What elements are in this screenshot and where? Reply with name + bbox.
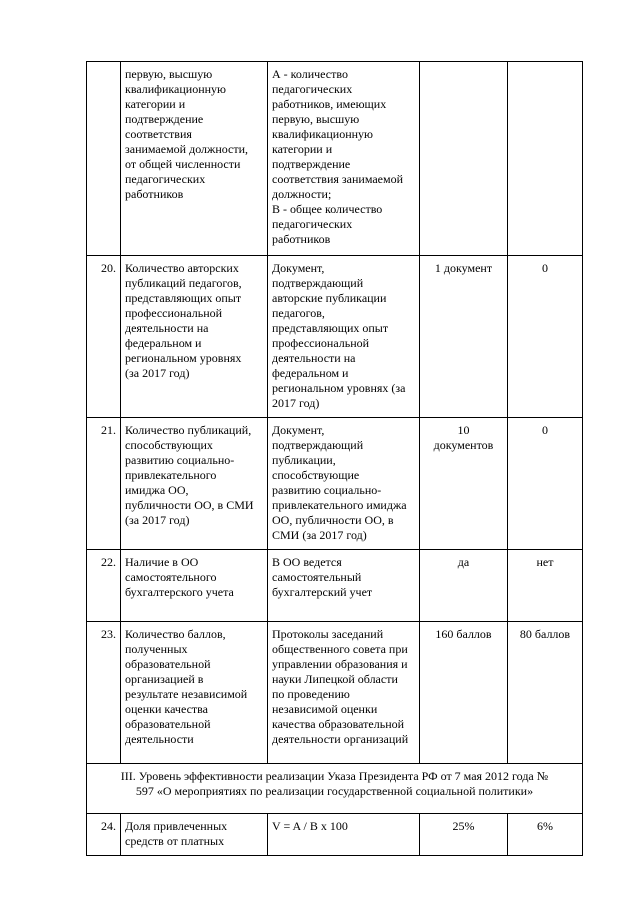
max-value-text: 1 документ	[434, 261, 493, 275]
method-cell	[268, 550, 420, 622]
method-text: Протоколы заседаний общественного совета при управлении образования и науки Липецкой области по проведению независимой оценки качества образовательной деятельности организаций	[272, 627, 409, 746]
table-row-20	[87, 256, 583, 418]
method-cell	[268, 62, 420, 256]
row-number-cell: 24.	[87, 814, 121, 856]
method-text: В ОО ведется самостоятельный бухгалтерский учет	[272, 555, 373, 599]
criterion-cell	[121, 622, 268, 764]
section-heading-cell	[87, 764, 583, 814]
criterion-cell	[121, 62, 268, 256]
row-number-cell: 22.	[87, 550, 121, 622]
table-row-24	[87, 814, 583, 856]
max-value-text: да	[457, 555, 470, 569]
method-text: Документ, подтверждающий публикации, способствующие развитию социально- привлекательного имиджа ОО, публичности ОО, в СМИ (за 2017 год)	[272, 423, 407, 542]
method-cell	[268, 256, 420, 418]
method-text: V = A / B x 100	[272, 819, 348, 833]
min-value-cell	[508, 814, 583, 856]
criterion-text: первую, высшую квалификационную категории и подтверждение соответствия занимаемой должности, от общей численности педагогических работников	[125, 67, 249, 201]
method-text: Документ, подтверждающий авторские публикации педагогов, представляющих опыт профессиональной деятельности на федеральном и региональном уровнях (за 2017 год)	[272, 261, 406, 410]
criterion-text: Количество публикаций, способствующих развитию социально- привлекательного имиджа ОО, публичности ОО, в СМИ (за 2017 год)	[125, 423, 254, 527]
row-number-cell	[87, 62, 121, 256]
row-number-cell: 20.	[87, 256, 121, 418]
max-value-text: 25%	[452, 819, 475, 833]
min-value-cell	[508, 622, 583, 764]
table-row-22	[87, 550, 583, 622]
criterion-text: Доля привлеченных средств от платных	[125, 819, 228, 848]
method-cell	[268, 622, 420, 764]
min-value-text: 80 баллов	[519, 627, 571, 641]
criterion-cell	[121, 814, 268, 856]
max-value-cell	[420, 256, 508, 418]
row-number-cell: 21.	[87, 418, 121, 550]
min-value-text: нет	[536, 555, 554, 569]
criterion-cell	[121, 550, 268, 622]
max-value-cell	[420, 62, 508, 256]
max-value-cell	[420, 418, 508, 550]
criterion-cell	[121, 256, 268, 418]
row-number-cell: 23.	[87, 622, 121, 764]
table-row-21	[87, 418, 583, 550]
indicators-table	[86, 61, 583, 856]
min-value-cell	[508, 62, 583, 256]
method-cell	[268, 418, 420, 550]
table-row-23	[87, 622, 583, 764]
section-header-row	[87, 764, 583, 814]
section-heading-text: III. Уровень эффективности реализации Указа Президента РФ от 7 мая 2012 года № 597 «О мероприятиях по реализации государственной социальной политики»	[120, 769, 549, 798]
max-value-text: 160 баллов	[435, 627, 492, 641]
min-value-text: 6%	[537, 819, 553, 833]
method-cell	[268, 814, 420, 856]
max-value-cell	[420, 622, 508, 764]
criterion-text: Количество баллов, полученных образовательной организацией в результате независимой оценки качества образовательной деятельности	[125, 627, 248, 746]
min-value-text: 0	[542, 261, 548, 275]
criterion-text: Наличие в ОО самостоятельного бухгалтерского учета	[125, 555, 234, 599]
min-value-cell	[508, 418, 583, 550]
criterion-text: Количество авторских публикаций педагогов, представляющих опыт профессиональной деятельности на федеральном и региональном уровнях (за 2017 год)	[125, 261, 242, 380]
min-value-cell	[508, 256, 583, 418]
criterion-cell	[121, 418, 268, 550]
max-value-text: 10 документов	[433, 423, 494, 452]
table-row-continuation	[87, 62, 583, 256]
min-value-cell	[508, 550, 583, 622]
max-value-cell	[420, 814, 508, 856]
max-value-cell	[420, 550, 508, 622]
method-text: А - количество педагогических работников, имеющих первую, высшую квалификационную категории и подтверждение соответствия занимаемой должности; В - общее количество педагогических работников	[272, 67, 403, 246]
min-value-text: 0	[542, 423, 548, 437]
